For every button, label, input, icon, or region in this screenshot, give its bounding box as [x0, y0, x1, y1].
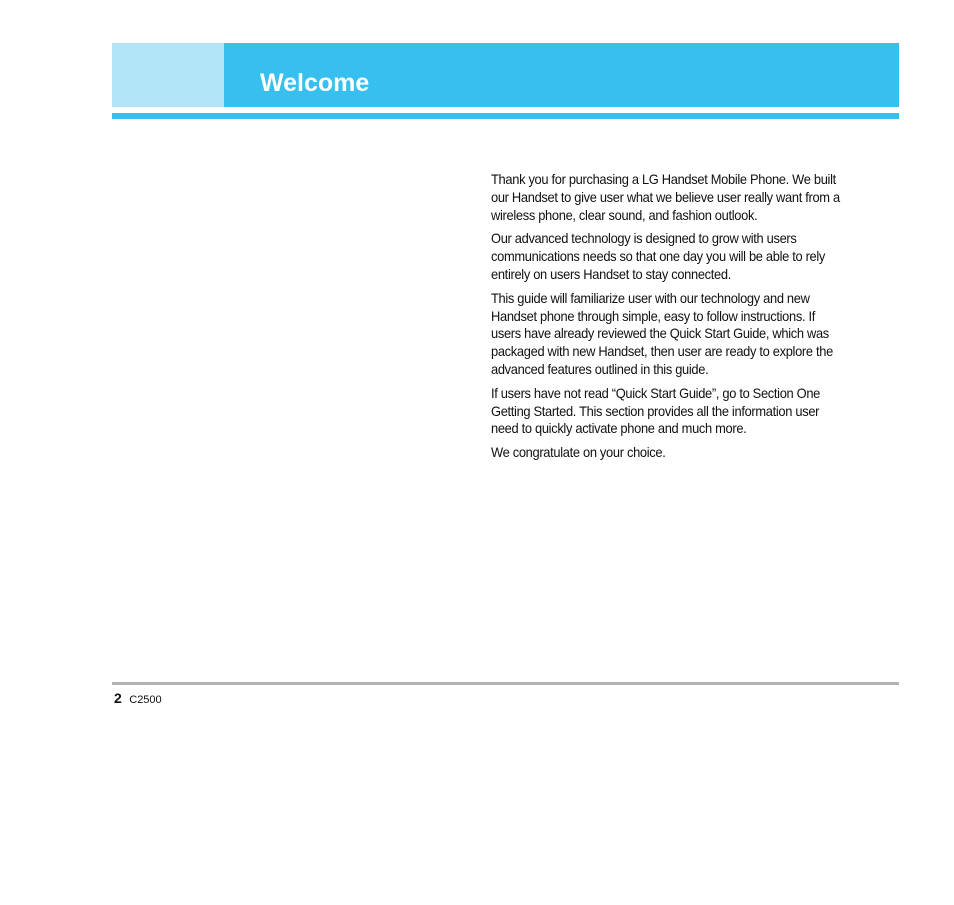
model-name: C2500 — [129, 694, 162, 706]
paragraph-guide: This guide will familiarize user with our technology and new Handset phone through simple, easy to follow instructions. If users have already reviewed the Quick Start Guide, which was packaged with new Handset, then user are ready to explore the advanced features outlined in this guide. — [491, 289, 833, 377]
page-footer — [114, 691, 162, 707]
header-accent-block — [112, 43, 224, 107]
paragraph-thank-you: Thank you for purchasing a LG Handset Mobile Phone. We built our Handset to give user what we believe user really want from a wireless phone, clear sound, and fashion outlook. — [491, 171, 840, 223]
page-title: Welcome — [260, 69, 370, 97]
header-banner — [224, 43, 899, 107]
header-divider — [112, 113, 899, 119]
paragraph-congratulate: We congratulate on your choice. — [491, 444, 666, 461]
paragraph-technology: Our advanced technology is designed to grow with users communications needs so that one day you will be able to rely entirely on users Handset to stay connected. — [491, 230, 826, 282]
paragraph-quick-start: If users have not read “Quick Start Guide”, go to Section One Getting Started. This section provides all the information user need to quickly activate phone and much more. — [491, 384, 821, 437]
welcome-text — [491, 171, 840, 468]
page-number: 2 — [114, 690, 122, 706]
footer-divider — [112, 682, 899, 685]
